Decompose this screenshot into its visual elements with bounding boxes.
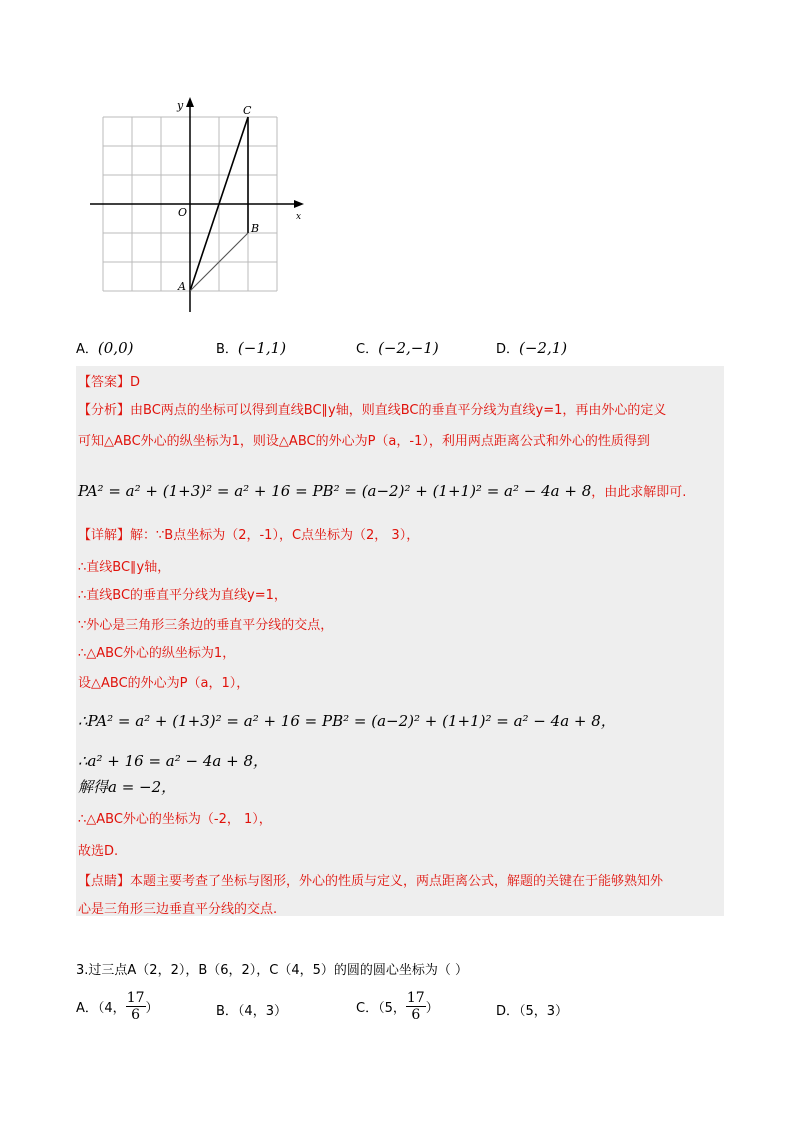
label-x: x xyxy=(296,212,302,222)
detail-line-7: ∴△ABC外心的坐标为（-2， 1）， xyxy=(78,812,272,827)
q2-option-a[interactable]: A．(0,0) xyxy=(76,339,134,357)
q2-option-c[interactable]: C．(−2,−1) xyxy=(356,339,439,357)
label-o: O xyxy=(178,206,188,219)
label-c: C xyxy=(243,104,252,117)
detail-line-2: ∴直线BC∥y轴， xyxy=(78,560,171,575)
detail-equation-1: ∴PA² = a² + (1+3)² = a² + 16 = PB² = (a−2)² + (1+1)² = a² − 4a + 8， xyxy=(78,712,616,730)
analysis-line-2: 可知△ABC外心的纵坐标为1，则设△ABC的外心为P（a，-1），利用两点距离公式和外心的性质得到 xyxy=(78,434,650,449)
detail-line-5: ∴△ABC外心的纵坐标为1， xyxy=(78,646,236,661)
detail-line-8: 故选D. xyxy=(78,844,119,859)
detail-line-1: 【详解】解：∵B点坐标为（2，-1），C点坐标为（2， 3）， xyxy=(78,528,420,543)
q3-option-a[interactable]: A．（4， $\frac{17}{6}$ ） xyxy=(76,990,159,1023)
q3-stem: 3.过三点A（2，2），B（6，2），C（4，5）的圆的圆心坐标为（ ） xyxy=(76,963,469,978)
y-axis-arrow xyxy=(186,97,194,107)
comment-line-1: 【点睛】本题主要考查了坐标与图形，外心的性质与定义，两点距离公式，解题的关键在于能够熟知外 xyxy=(78,874,664,889)
detail-line-3: ∴直线BC的垂直平分线为直线y=1， xyxy=(78,588,287,603)
fraction: $\frac{17}{6}$ xyxy=(406,990,425,1023)
coordinate-figure xyxy=(90,95,320,325)
axes xyxy=(90,97,304,312)
detail-equation-3: 解得a = −2， xyxy=(78,778,177,796)
answer-line xyxy=(78,371,140,390)
analysis-equation: PA² = a² + (1+3)² = a² + 16 = PB² = (a−2)² + (1+1)² = a² − 4a + 8，由此求解即可. xyxy=(78,482,687,500)
analysis-tag: 【分析】 xyxy=(78,403,131,418)
answer-value: D xyxy=(130,375,141,390)
q3-option-c[interactable]: C．（5， $\frac{17}{6}$ ） xyxy=(356,990,439,1023)
label-b: B xyxy=(251,222,260,235)
label-y: y xyxy=(177,99,184,112)
q3-option-b[interactable]: B．（4，3） xyxy=(216,1004,287,1019)
x-axis-arrow xyxy=(294,200,304,208)
comment-line-2: 心是三角形三边垂直平分线的交点. xyxy=(78,902,278,917)
detail-line-4: ∵外心是三角形三条边的垂直平分线的交点， xyxy=(78,618,334,633)
label-a: A xyxy=(178,280,186,293)
detail-tag: 【详解】 xyxy=(78,528,131,543)
fraction: $\frac{17}{6}$ xyxy=(126,990,145,1023)
comment-tag: 【点睛】 xyxy=(78,874,131,889)
q3-option-d[interactable]: D．（5，3） xyxy=(496,1004,569,1019)
q2-option-b[interactable]: B．(−1,1) xyxy=(216,339,287,357)
detail-line-6: 设△ABC的外心为P（a，1）， xyxy=(78,676,250,691)
q2-option-d[interactable]: D．(−2,1) xyxy=(496,339,568,357)
analysis-line-1: 【分析】由BC两点的坐标可以得到直线BC∥y轴，则直线BC的垂直平分线为直线y=1，再由外心的定义 xyxy=(78,403,667,418)
detail-equation-2: ∴a² + 16 = a² − 4a + 8， xyxy=(78,752,268,770)
answer-tag: 【答案】 xyxy=(78,375,131,390)
